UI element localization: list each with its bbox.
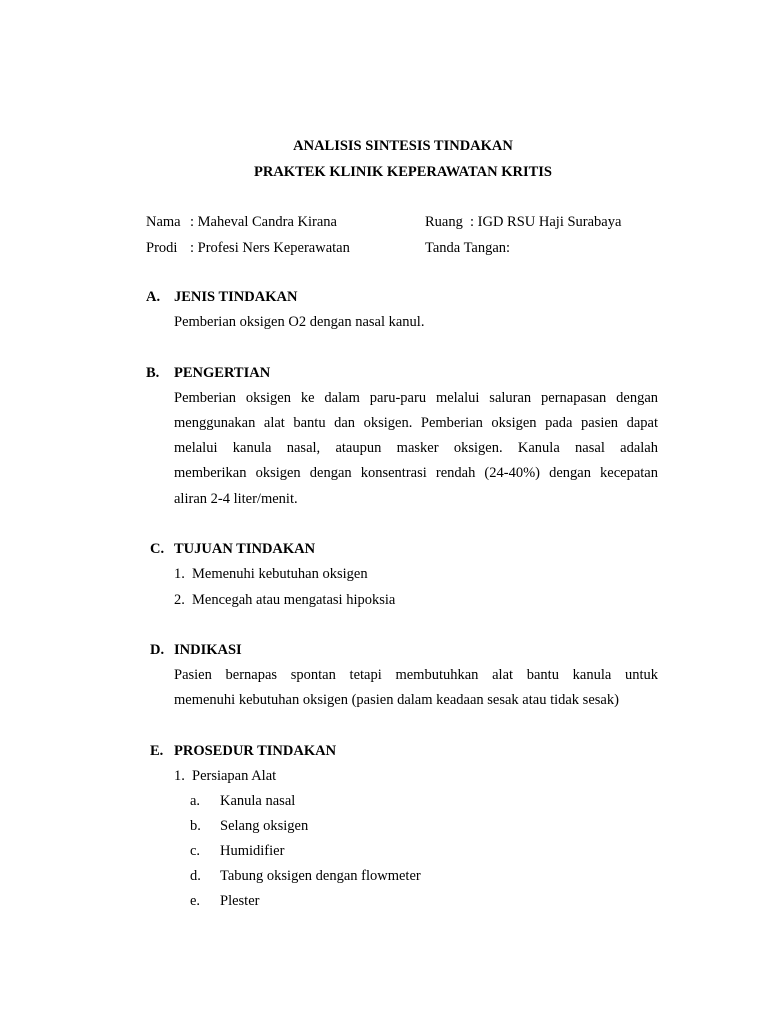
section-a-text: Pemberian oksigen O2 dengan nasal kanul. — [174, 314, 425, 330]
list-item-number: 1. — [174, 566, 185, 582]
tanda-tangan-label: Tanda Tangan: — [425, 240, 511, 256]
list-item: Plester — [220, 893, 260, 909]
section-b-line: melalui kanula nasal, ataupun masker oksigen. Kanula nasal adalah — [174, 440, 658, 456]
document-title: ANALISIS SINTESIS TINDAKAN — [293, 138, 513, 154]
document-subtitle: PRAKTEK KLINIK KEPERAWATAN KRITIS — [254, 164, 552, 180]
section-c-heading: TUJUAN TINDAKAN — [174, 541, 316, 557]
list-item-number: 2. — [174, 592, 185, 608]
section-e-heading: PROSEDUR TINDAKAN — [174, 743, 337, 759]
ruang-label: Ruang — [425, 214, 463, 230]
list-item-number: 1. — [174, 768, 185, 784]
section-a-marker: A. — [146, 289, 161, 305]
list-item-letter: e. — [190, 893, 201, 909]
nama-label: Nama — [146, 214, 181, 230]
section-b-heading: PENGERTIAN — [174, 365, 271, 381]
section-a-heading: JENIS TINDAKAN — [174, 289, 298, 305]
section-b-line: Pemberian oksigen ke dalam paru-paru melalui saluran pernapasan dengan — [174, 390, 658, 406]
list-item: Mencegah atau mengatasi hipoksia — [192, 592, 396, 608]
list-item: Persiapan Alat — [192, 768, 277, 784]
section-d-line: Pasien bernapas spontan tetapi membutuhkan alat bantu kanula untuk — [174, 667, 658, 683]
section-d-heading: INDIKASI — [174, 642, 242, 658]
section-b-line: menggunakan alat bantu dan oksigen. Pemberian oksigen pada pasien dapat — [174, 415, 658, 431]
list-item: Memenuhi kebutuhan oksigen — [192, 566, 368, 582]
list-item: Selang oksigen — [220, 818, 309, 834]
section-b-marker: B. — [146, 365, 160, 381]
list-item-letter: c. — [190, 843, 201, 859]
ruang-value: : IGD RSU Haji Surabaya — [470, 214, 622, 230]
prodi-label: Prodi — [146, 240, 178, 256]
list-item-letter: a. — [190, 793, 201, 809]
nama-value: : Maheval Candra Kirana — [190, 214, 337, 230]
section-d-marker: D. — [150, 642, 165, 658]
section-b-line: aliran 2-4 liter/menit. — [174, 491, 298, 507]
list-item: Tabung oksigen dengan flowmeter — [220, 868, 421, 884]
section-c-marker: C. — [150, 541, 165, 557]
list-item: Kanula nasal — [220, 793, 296, 809]
section-d-line: memenuhi kebutuhan oksigen (pasien dalam keadaan sesak atau tidak sesak) — [174, 692, 619, 708]
list-item-letter: d. — [190, 868, 201, 884]
section-e-marker: E. — [150, 743, 164, 759]
section-b-line: memberikan oksigen dengan konsentrasi rendah (24-40%) dengan kecepatan — [174, 465, 658, 481]
list-item-letter: b. — [190, 818, 201, 834]
prodi-value: : Profesi Ners Keperawatan — [190, 240, 350, 256]
list-item: Humidifier — [220, 843, 285, 859]
